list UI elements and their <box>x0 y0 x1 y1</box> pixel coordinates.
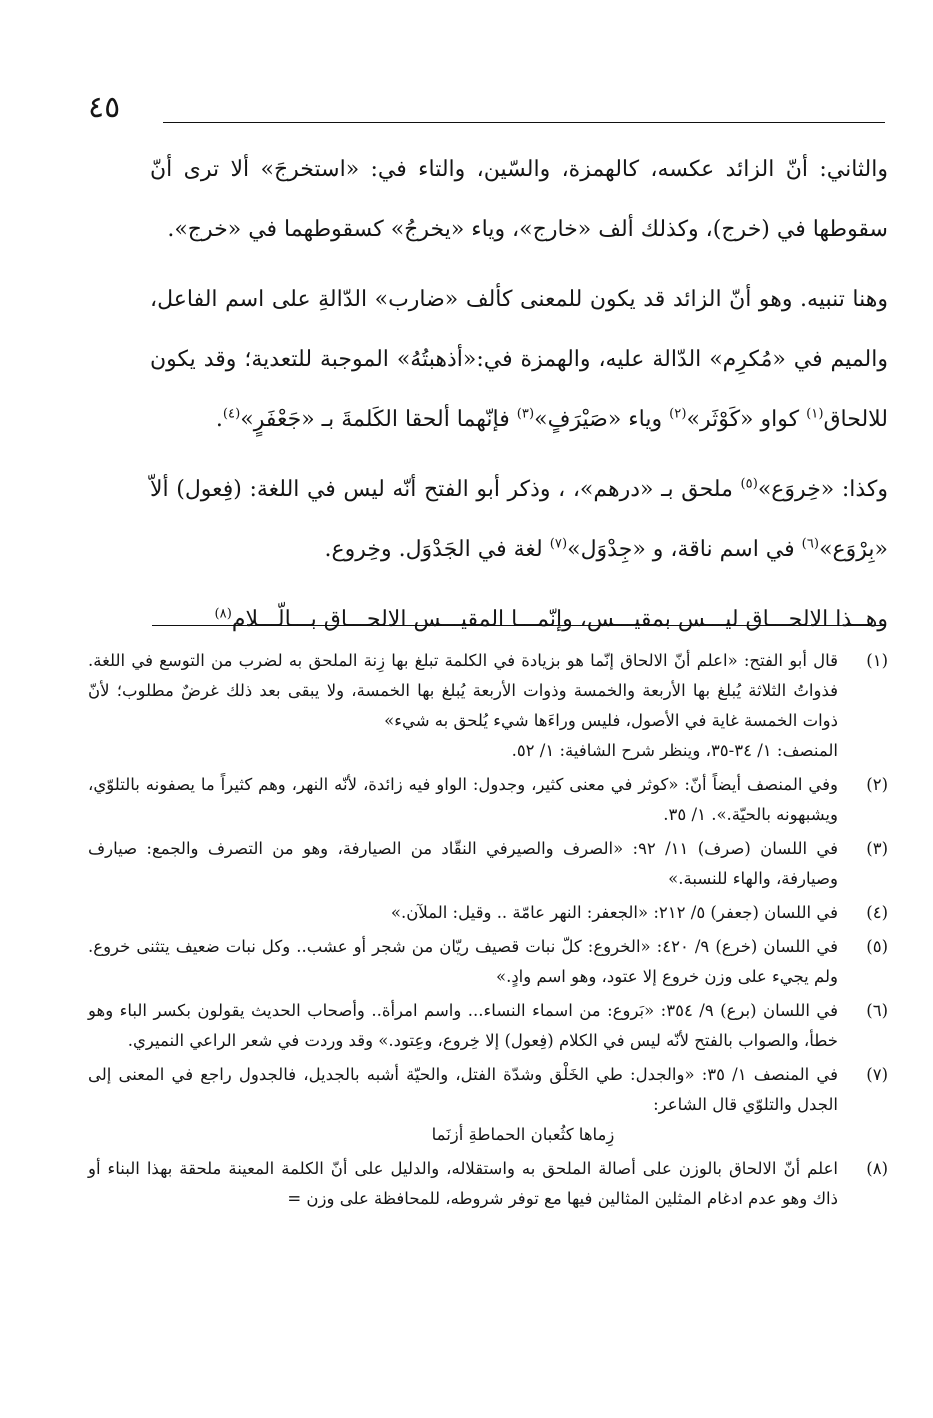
footnote-line: في اللسان (صرف) ١١/ ٩٢: «الصرف والصيرفي النقّاد من الصيارفة، وهو من التصرف والجمع: صيارف وصيارفة، والهاء للنسبة.» <box>88 839 839 888</box>
footnote-number: (٣) <box>866 839 888 858</box>
footnote-6 <box>88 996 888 1056</box>
footnotes-section <box>88 646 888 1218</box>
footnote-ref-7[interactable]: (٧) <box>549 536 568 552</box>
paragraph-1: والثاني: أنّ الزائد عكسه، كالهمزة، والسّين، والتاء في: «استخرجَ» ألا ترى أنّ سقوطها في (خرج)، وكذلك ألف «خارج»، وياء «يخرجُ» كسقوطهما في «خرج». <box>150 157 888 242</box>
footnote-number: (٤) <box>866 903 888 922</box>
header-rule <box>163 122 885 123</box>
footnote-text <box>88 770 838 830</box>
footnote-line: في المنصف ١/ ٣٥: «والجدل: طي الخَلْق وشدّة الفتل، والحيّة أشبه بالجديل، فالجدول راجع في المعنى إلى الجدل والتلوّي قال الشاعر: <box>88 1065 838 1114</box>
paragraph-3-part-c: في اسم ناقة، و «جِدْوَل» <box>567 537 802 562</box>
footnote-text <box>88 996 838 1056</box>
footnote-number: (٢) <box>866 775 888 794</box>
footnote-8 <box>88 1154 888 1214</box>
footnote-line: قال أبو الفتح: «اعلم أنّ الالحاق إنّما هو بزيادة في الكلمة تبلغ بها زِنة الملحق به لضرب من التوسع في اللغة. فذواتُ الثلاثة يُبلغ بها الأربعة والخمسة وذوات الأربعة يُبلغ بها الخمسة، ولا يبقى بعد ذلك غرضٌ مطلوب؛ لأنّ ذوات الخمسة غاية في الأصول، فليس وراءَها شيء يُلحق به شيء» <box>88 651 838 730</box>
main-text <box>150 140 888 650</box>
paragraph-2-part-e: . <box>215 407 223 432</box>
footnote-number: (٥) <box>866 937 888 956</box>
paragraph-4-text: وهــذا الالحـــاق ليـــس بمقيـــس، وإنّمـــا المقيـــس الالحـــاق بـــالّـــلام <box>231 607 888 632</box>
footnote-number: (٧) <box>866 1065 888 1084</box>
footnote-ref-6[interactable]: (٦) <box>801 536 820 552</box>
footnote-ref-8[interactable]: (٨) <box>214 606 232 622</box>
footnote-number: (٨) <box>866 1159 888 1178</box>
footnote-line: وفي المنصف أيضاً أنّ: «كوثر في معنى كثير، وجدول: الواو فيه زائدة، لأنّه النهر، وهم كثيراً ما يصفونه بالتلوّي، ويشبهونه بالحيّة.». ١/ ٣٥. <box>88 775 838 824</box>
paragraph-2 <box>150 270 888 450</box>
footnote-text <box>88 646 838 766</box>
footnote-text <box>88 898 838 928</box>
paragraph-3-part-d: لغة في الجَدْوَل. وخِروع. <box>324 537 550 562</box>
footnote-text <box>88 1060 838 1150</box>
footnote-line: في اللسان (برع) ٩/ ٣٥٤: «بَروع: من اسماء النساء... واسم امرأة.. وأصحاب الحديث يقولون بكسر الباء وهو خطأ، والصواب بالفتح لأنّه ليس في الكلام (فِعول) إلا خِروع، وعِتود.» وقد وردت في شعر الراعي النميري. <box>88 1001 839 1050</box>
paragraph-3-part-b: ملحق بـ «درهم»، ، وذكر أبو الفتح أنّه ليس في اللغة: (فِعول) ألاّ «بِرْوَع» <box>150 477 888 562</box>
paragraph-3-part-a: وكذا: «خِروَع» <box>757 477 889 502</box>
footnote-number: (١) <box>866 651 888 670</box>
footnote-4 <box>88 898 888 928</box>
footnote-3 <box>88 834 888 894</box>
poetry-verse: زِماها كثُعبان الحماطةِ أزنَما <box>431 1125 615 1144</box>
footnote-ref-2[interactable]: (٢) <box>669 406 687 422</box>
paragraph-4 <box>150 590 888 650</box>
footnote-line: اعلم أنّ الالحاق بالوزن على أصالة الملحق به واستقلاله، والدليل على أنّ الكلمة المعينة ملحقة بهذا البناء أو ذاك وهو عدم ادغام المثلين المثالين فيها مع توفر شروطه، للمحافظة على وزن = <box>88 1159 838 1208</box>
paragraph-2-part-d: فإنّهما ألحقا الكَلمةَ بـ «جَعْفَرٍ» <box>240 407 517 432</box>
footnote-text <box>88 834 838 894</box>
paragraph-2-part-c: وياء «صَيْرَفٍ» <box>534 407 670 432</box>
footnotes-rule <box>152 625 886 626</box>
footnote-ref-1[interactable]: (١) <box>806 406 824 422</box>
footnote-1 <box>88 646 888 766</box>
footnote-number: (٦) <box>866 1001 888 1020</box>
footnote-ref-5[interactable]: (٥) <box>740 476 758 492</box>
paragraph-2-part-b: كواو «كَوْثَر» <box>686 407 807 432</box>
paragraph-3 <box>150 460 888 580</box>
page-number: ٤٥ <box>88 90 121 125</box>
footnote-text <box>88 1154 838 1214</box>
footnote-line: المنصف: ١/ ٣٤-٣٥، وينظر شرح الشافية: ١/ ٥٢. <box>511 741 838 760</box>
footnote-line: في اللسان (جعفر) ٥/ ٢١٢: «الجعفر: النهر عامّة .. وقيل: الملآن.» <box>390 903 838 922</box>
footnote-7 <box>88 1060 888 1150</box>
footnote-text <box>88 932 838 992</box>
footnote-2 <box>88 770 888 830</box>
footnote-ref-4[interactable]: (٤) <box>222 406 241 422</box>
footnote-5 <box>88 932 888 992</box>
footnote-line: في اللسان (خرع) ٩/ ٤٢٠: «الخروع: كلّ نبات قصيف ريّان من شجر أو عشب.. وكل نبات ضعيف يتثنى خروع. ولم يجيء على وزن خروع إلا عتود، وهو اسم وادٍ.» <box>88 937 838 986</box>
paragraph-2-part-a: وهنا تنبيه. وهو أنّ الزائد قد يكون للمعنى كألف «ضارب» الدّالةِ على اسم الفاعل، والميم في «مُكرِم» الدّالة عليه، والهمزة في:«أذهبتُهُ» الموجبة للتعدية؛ وقد يكون للالحاق <box>150 287 888 432</box>
footnote-ref-3[interactable]: (٣) <box>516 406 535 422</box>
